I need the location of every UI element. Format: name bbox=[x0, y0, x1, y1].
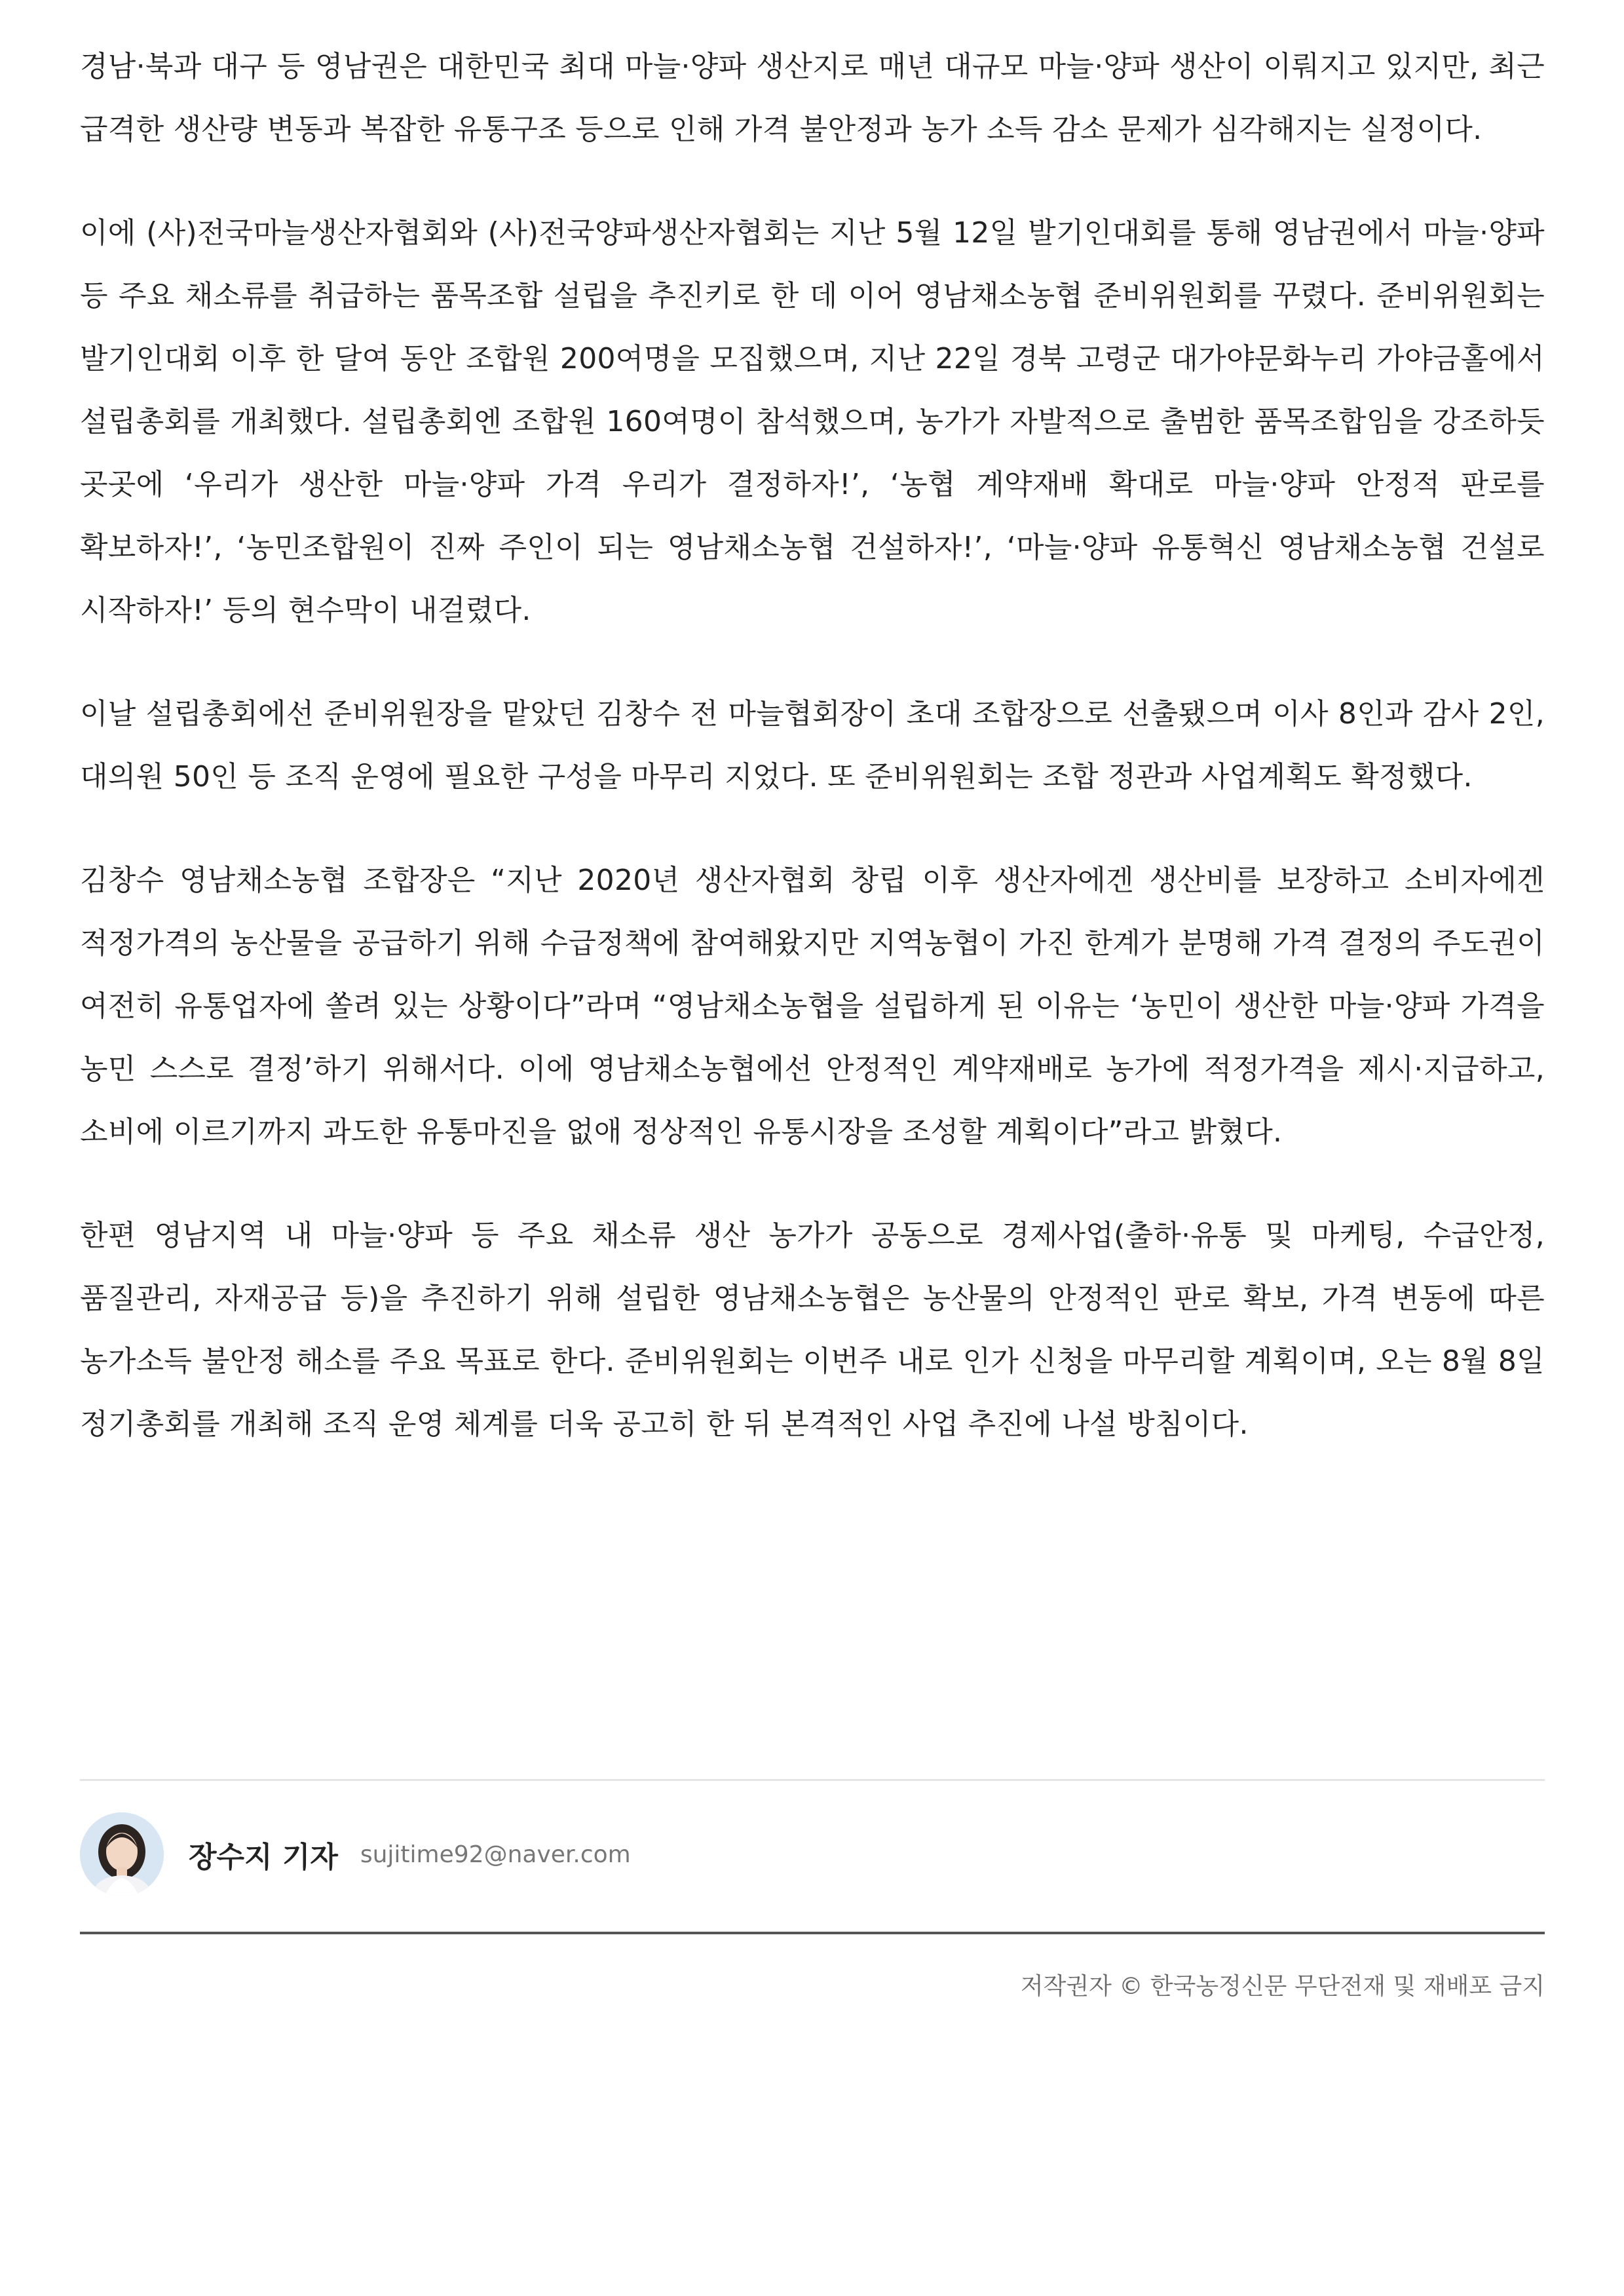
reporter-email[interactable]: sujitime92@naver.com bbox=[360, 1841, 631, 1868]
copyright-notice: 저작권자 © 한국농정신문 무단전재 및 재배포 금지 bbox=[1020, 1973, 1545, 2000]
article-paragraph: 이날 설립총회에선 준비위원장을 맡았던 김창수 전 마늘협회장이 초대 조합장으로 선출됐으며 이사 8인과 감사 2인, 대의원 50인 등 조직 운영에 필요한 구성을 마무리 지었다. 또 준비위원회는 조합 정관과 사업계획도 확정했다. bbox=[80, 697, 1545, 794]
article-body bbox=[80, 35, 1545, 1497]
reporter-avatar[interactable] bbox=[80, 1812, 164, 1896]
footer-divider bbox=[80, 1932, 1545, 1934]
article-paragraph: 이에 (사)전국마늘생산자협회와 (사)전국양파생산자협회는 지난 5월 12일 발기인대회를 통해 영남권에서 마늘·양파 등 주요 채소류를 취급하는 품목조합 설립을 추진키로 한 데 이어 영남채소농협 준비위원회를 꾸렸다. 준비위원회는 발기인대회 이후 한 달여 동안 조합원 200여명을 모집했으며, 지난 22일 경북 고령군 대가야문화누리 가야금홀에서 설립총회를 개최했다. 설립총회엔 조합원 160여명이 참석했으며, 농가가 자발적으로 출범한 품목조합임을 강조하듯 곳곳에 ‘우리가 생산한 마늘·양파 가격 우리가 결정하자!’, ‘농협 계약재배 확대로 마늘·양파 안정적 판로를 확보하자!’, ‘농민조합원이 진짜 주인이 되는 영남채소농협 건설하자!’, ‘마늘·양파 유통혁신 영남채소농협 건설로 시작하자!’ 등의 현수막이 내걸렸다. bbox=[80, 216, 1545, 627]
article-paragraph: 김창수 영남채소농협 조합장은 “지난 2020년 생산자협회 창립 이후 생산자에겐 생산비를 보장하고 소비자에겐 적정가격의 농산물을 공급하기 위해 수급정책에 참여해왔지만 지역농협이 가진 한계가 분명해 가격 결정의 주도권이 여전히 유통업자에 쏠려 있는 상황이다”라며 “영남채소농협을 설립하게 된 이유는 ‘농민이 생산한 마늘·양파 가격을 농민 스스로 결정’하기 위해서다. 이에 영남채소농협에선 안정적인 계약재배로 농가에 적정가격을 제시·지급하고, 소비에 이르기까지 과도한 유통마진을 없애 정상적인 유통시장을 조성할 계획이다”라고 밝혔다. bbox=[80, 864, 1545, 1149]
reporter-name[interactable]: 장수지 기자 bbox=[189, 1841, 338, 1874]
reporter-photo bbox=[80, 1812, 164, 1896]
reporter-byline bbox=[80, 1812, 631, 1897]
byline-top-divider bbox=[80, 1779, 1545, 1781]
article-paragraph: 경남·북과 대구 등 영남권은 대한민국 최대 마늘·양파 생산지로 매년 대규모 마늘·양파 생산이 이뤄지고 있지만, 최근 급격한 생산량 변동과 복잡한 유통구조 등으로 인해 가격 불안정과 농가 소득 감소 문제가 심각해지는 실정이다. bbox=[80, 50, 1545, 146]
article-paragraph: 한편 영남지역 내 마늘·양파 등 주요 채소류 생산 농가가 공동으로 경제사업(출하·유통 및 마케팅, 수급안정, 품질관리, 자재공급 등)을 추진하기 위해 설립한 영남채소농협은 농산물의 안정적인 판로 확보, 가격 변동에 따른 농가소득 불안정 해소를 주요 목표로 한다. 준비위원회는 이번주 내로 인가 신청을 마무리할 계획이며, 오는 8월 8일 정기총회를 개최해 조직 운영 체계를 더욱 공고히 한 뒤 본격적인 사업 추진에 나설 방침이다. bbox=[80, 1219, 1545, 1441]
